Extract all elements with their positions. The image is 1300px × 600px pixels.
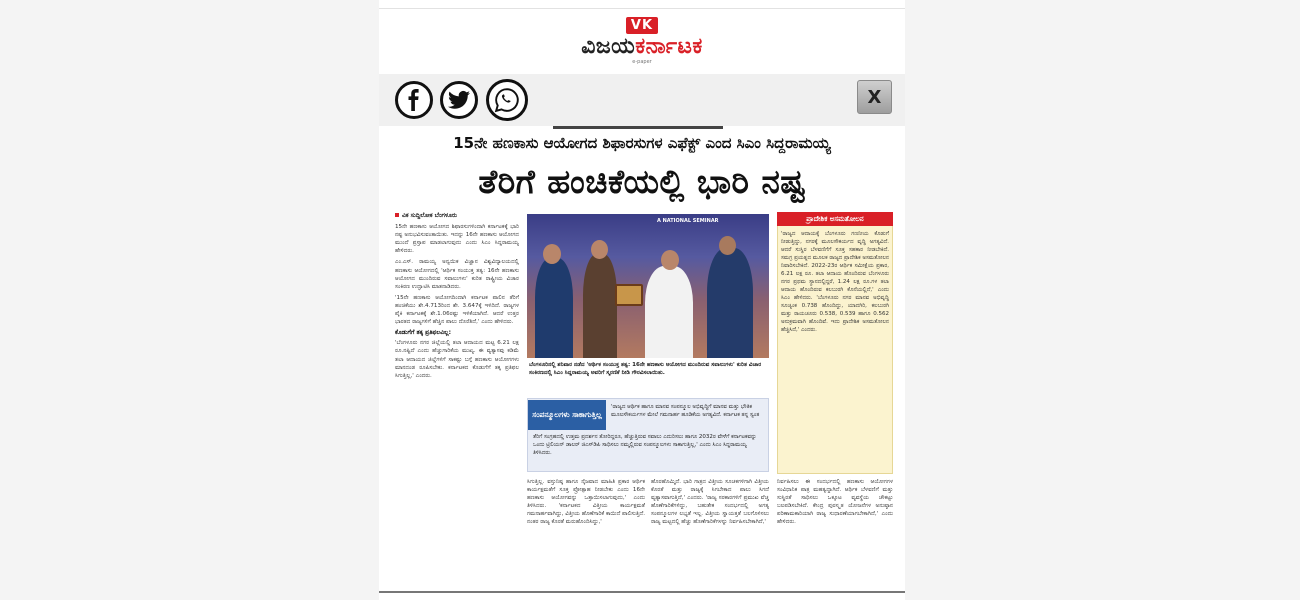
twitter-share-button[interactable] xyxy=(440,81,478,119)
divider xyxy=(379,8,905,9)
paragraph: ಸಿಗುತ್ತಿಲ್ಲ. ವಸ್ತುನಿಷ್ಠ ಹಾಗೂ ನೈಜವಾದ ಮಾಹಿತಿ ಪ್ರಕಾರ ಆರ್ಥಿಕ ಕಾರ್ಯಕ್ಷಮತೆಗೆ ಸೂಕ್ತ ಪ್ರೋತ್ಸಾಹ ನೀಡಬೇಕು ಎಂದು 16ನೇ ಹಣಕಾಸು ಆಯೋಗವನ್ನು ಒತ್ತಾಯಿಸಲಾಗುವುದು,' ಎಂದು ತಿಳಿಸಿದರು. 'ಕರ್ನಾಟಕದ ವಿತ್ತೀಯ ಕಾರ್ಯಕ್ಷಮತೆ ಗಮನಾರ್ಹವಾಗಿದ್ದು, ವಿತ್ತೀಯ ಹೊಣೆಗಾರಿಕೆ ಕಾಯಿದೆ ಪಾಲಿಸುತ್ತಿದೆ. ನಂತರ ರಾಜ್ಯ ಕೊರತೆ ಮರುಹೊಂದಿಸಿದ್ದು,' xyxy=(527,479,645,526)
paragraph: 15ನೇ ಹಣಕಾಸು ಆಯೋಗದ ಶಿಫಾರಸುಗಳಿಂದಾಗಿ ಕರ್ನಾಟಕಕ್ಕೆ ಭಾರಿ ನಷ್ಟ ಅನುಭವಿಸುವಂತಾಯಿತು. ಇದನ್ನು 16ನೇ ಹಣಕಾಸು ಆಯೋಗದ ಮುಂದೆ ಪ್ರಸ್ತಾಪ ಮಾಡಲಾಗುವುದು ಎಂದು ಸಿಎಂ ಸಿದ್ದರಾಮಯ್ಯ ಹೇಳಿದರು. xyxy=(395,224,519,255)
quote-box-text: 'ರಾಜ್ಯದ ಆರ್ಥಿಕ ಹಾಗೂ ಮಾನವ ಸಂಪನ್ಮೂಲ ಅಭಿವೃದ್ಧಿಗೆ ಮಾನವ ಮತ್ತು ಭೌತಿಕ ಮೂಲಸೌಕರ್ಯಗಳ ಮೇಲೆ ಗಮನಾರ್ಹ ಹೂಡಿಕೆಯ ಅಗತ್ಯವಿದೆ. ಕರ್ನಾಟಕ ತನ್ನ ಸ್ವಂತ xyxy=(611,404,760,418)
memento-plaque xyxy=(615,284,643,306)
sidebar-box-title: ಪ್ರಾದೇಶಿಕ ಅಸಮತೋಲನ xyxy=(777,212,893,226)
sidebar-box-text: 'ರಾಜ್ಯದ ಆದಾಯಕ್ಕೆ ಬೆಂಗಳೂರು ಗಣನೀಯ ಕೊಡುಗೆ ನೀಡುತ್ತಿದ್ದು, ನಗರಕ್ಕೆ ಮೂಲಸೌಕರ್ಯದ ವೃದ್ಧಿ ಅಗತ್ಯವಿದೆ. ಆದರೆ ಸುಸ್ಥಿರ ಬೆಳವಣಿಗೆಗೆ ಸೂಕ್ತ ಸಹಕಾರ ನೀಡಬೇಕಿದೆ. ಸಮಗ್ರ ಪ್ರಯತ್ನದ ಮೂಲಕ ರಾಜ್ಯದ ಪ್ರಾದೇಶಿಕ ಅಸಮತೋಲನ ನಿವಾರಿಸಬೇಕಿದೆ. 2022-23ರ ಆರ್ಥಿಕ ಸಮೀಕ್ಷೆಯ ಪ್ರಕಾರ, 6.21 ಲಕ್ಷ ರೂ. ತಲಾ ಆದಾಯ ಹೊಂದಿರುವ ಬೆಂಗಳೂರು ನಗರ ಪ್ರಥಮ ಸ್ಥಾನದಲ್ಲಿದ್ದರೆ, 1.24 ಲಕ್ಷ ರೂ.ಗಳ ತಲಾ ಆದಾಯ ಹೊಂದಿರುವ ಕಲಬುರಗಿ ಕೊನೆಯಲ್ಲಿದೆ,' ಎಂದು ಸಿಎಂ ಹೇಳಿದರು. 'ಬೆಂಗಳೂರು ನಗರ ಮಾನವ ಅಭಿವೃದ್ಧಿ ಸೂಚ್ಯಂಕ 0.738 ಹೊಂದಿದ್ದು, ಯಾದಗಿರಿ, ಕಲಬುರಗಿ ಮತ್ತು ರಾಯಚೂರು 0.538, 0.539 ಹಾಗೂ 0.562 ಅನುಕ್ರಮವಾಗಿ ಹೊಂದಿವೆ. ಇದು ಪ್ರಾದೇಶಿಕ ಅಸಮತೋಲನ ಹೆಚ್ಚಿಸಿದೆ,' ಎಂದರು. xyxy=(781,231,889,333)
facebook-share-button[interactable] xyxy=(395,81,433,119)
paragraph: ನಿರ್ವಹಿಸಲು ಈ ಸಂದರ್ಭದಲ್ಲಿ ಹಣಕಾಸು ಆಯೋಗಗಳ ಸಂವಿಧಾನಿಕ ಪಾತ್ರ ಮಹತ್ವದ್ದಾಗಿದೆ. ಆರ್ಥಿಕ ಬೆಳವಣಿಗೆ ಮತ್ತು ಸುಸ್ಥಿರತೆ ಸಾಧಿಸಲು ಒಕ್ಕೂಟ ವ್ಯವಸ್ಥೆಯ ಚೌಕಟ್ಟು ಬಲಪಡಿಸಬೇಕಿದೆ. ಕೇಂದ್ರ ಪುರಸ್ಕೃತ ಯೋಜನೆಗಳ ಅನುಷ್ಠಾನ ಪರಿಣಾಮಕಾರಿಯಾಗಿ ರಾಜ್ಯ ಸುಧಾರಣೆಯಾಗಬೇಕಾಗಿದೆ,' ಎಂದು ಹೇಳಿದರು. xyxy=(777,479,893,526)
whatsapp-share-button[interactable] xyxy=(486,79,528,121)
photo-caption: ಬೆಂಗಳೂರಿನಲ್ಲಿ ಶನಿವಾರ ನಡೆದ 'ಆರ್ಥಿಕ ಸಂಯುಕ್ತ ತತ್ವ: 16ನೇ ಹಣಕಾಸು ಆಯೋಗದ ಮುಂದಿರುವ ಸವಾಲುಗಳು' ಕುರಿತ ವಿಚಾರ ಸಂಕಿರಣದಲ್ಲಿ ಸಿಎಂ ಸಿದ್ದರಾಮಯ್ಯ ಅವರಿಗೆ ಸ್ಮರಣಿಕೆ ನೀಡಿ ಗೌರವಿಸಲಾಯಿತು. xyxy=(529,362,762,376)
article-column-4 xyxy=(777,478,893,590)
whatsapp-icon xyxy=(494,87,520,113)
article-column-1 xyxy=(395,212,519,590)
person-head xyxy=(591,240,608,259)
close-button[interactable]: X xyxy=(857,80,892,114)
event-photo xyxy=(527,214,769,358)
vk-badge: VK xyxy=(626,17,658,34)
paragraph: 'ಬೆಂಗಳೂರು ನಗರ ಜಿಲ್ಲೆಯಲ್ಲಿ ತಲಾ ಆದಾಯದ ಮಟ್ಟ 6.21 ಲಕ್ಷ ರೂ.ನಷ್ಟಿದೆ ಎಂದು ಹೆಚ್ಚುಗಾರಿಕೆಯ ಮುಖ್ಯ. ಈ ವ್ಯತ್ಯಾಸವು ಕಡಿಮೆ ತಲಾ ಆದಾಯದ ಜಿಲ್ಲೆಗಳಿಗೆ ಸಾಕಷ್ಟು ಬಗ್ಗೆ ಹಣಕಾಸು ಆಯೋಗಗಳು ಮಾನದಂಡ ರೂಪಿಸಬೇಕು. ಕರ್ನಾಟಕದ ಕೊಡುಗೆಗೆ ತಕ್ಕ ಪ್ರತಿಫಲ ಸಿಗುತ್ತಿಲ್ಲ,' ಎಂದರು. xyxy=(395,340,519,379)
paragraph: '15ನೇ ಹಣಕಾಸು ಆಯೋಗದಿಂದಾಗಿ ಕರ್ನಾಟಕ ಪಾಲಿನ ತೆರಿಗೆ ಹಂಚಿಕೆಯು ಶೇ.4.713ರಿಂದ ಶೇ. 3.647ಕ್ಕೆ ಇಳಿದಿದೆ. ರಾಜ್ಯಗಳ ಪೈಕಿ ಕರ್ನಾಟಕಕ್ಕೆ ಶೇ.1.06ರಷ್ಟು ಇಳಿಕೆಯಾಗಿದೆ. ಆದರೆ ಉತ್ತರ ಭಾರತದ ರಾಜ್ಯಗಳಿಗೆ ಹೆಚ್ಚಿನ ಪಾಲು ದೊರೆತಿದೆ,' ಎಂದು ಹೇಳಿದರು. xyxy=(395,294,519,326)
byline xyxy=(395,212,519,220)
paragraph: ಹೊರಹೊಮ್ಮಿದೆ. ಭಾರಿ ಗಾತ್ರದ ವಿತ್ತೀಯ ಸೂಚಕಗಳಿಗಾಗಿ ವಿತ್ತೀಯ ಕೊರತೆ ಮತ್ತು ರಾಜ್ಯಕ್ಕೆ ಸಿಗಬೇಕಾದ ಪಾಲು ಸಿಗದೆ ವ್ಯತ್ಯಾಸವಾಗುತ್ತಿದೆ,' ಎಂದರು. 'ರಾಜ್ಯ ಸರಕಾರಗಳಿಗೆ ಪ್ರಮುಖ ವೆಚ್ಚ ಹೊಣೆಗಾರಿಕೆಗಳಿದ್ದು, ಬಹುತೇಕ ಸಂದರ್ಭದಲ್ಲಿ ಅಗತ್ಯ ಸಂಪನ್ಮೂಲಗಳ ಲಭ್ಯತೆ ಇಲ್ಲ. ವಿತ್ತೀಯ ಸ್ವಾಯತ್ತತೆ ಬಲಗೊಳಿಸಲು ರಾಜ್ಯ ಮಟ್ಟದಲ್ಲಿ ಹೆಚ್ಚು ಹೊಣೆಗಾರಿಕೆಗಳನ್ನು ನಿರ್ವಹಿಸಬೇಕಾಗಿದೆ,' xyxy=(651,479,769,526)
divider xyxy=(379,591,905,593)
logo-part-1: ವಿಜಯ xyxy=(581,34,636,59)
article-headline: ತೆರಿಗೆ ಹಂಚಿಕೆಯಲ್ಲಿ ಭಾರಿ ನಷ್ಟ xyxy=(478,162,806,201)
quote-box-title: ಸಂಪನ್ಮೂಲಗಳು ಸಾಕಾಗುತ್ತಿಲ್ಲ xyxy=(528,400,606,430)
quote-box-text: ತೆರಿಗೆ ಸಂಗ್ರಹದಲ್ಲಿ ಉತ್ತಮ ಪ್ರದರ್ಶನ ತೋರಿದ್ದರೂ, ಹೆಚ್ಚುತ್ತಿರುವ ಸವಾಲು ಎದುರಿಸಲು ಹಾಗೂ 2032ರ ವೇಳೆಗೆ ಕರ್ನಾಟಕವನ್ನು ಒಂದು ಟ್ರಿಲಿಯನ್‌ ಡಾಲರ್‌ ಜಿಎಸ್‌ಡಿಪಿ ಸಾಧಿಸಲು ನಮ್ಮಲ್ಲಿರುವ ಸಂಪನ್ಮೂಲಗಳು ಸಾಕಾಗುತ್ತಿಲ್ಲ,' ಎಂದು ಸಿಎಂ ಸಿದ್ದರಾಮಯ್ಯ ತಿಳಿಸಿದರು. xyxy=(533,434,757,456)
newspaper-logo xyxy=(581,35,703,59)
article-column-2 xyxy=(527,478,645,590)
article-kicker: 15ನೇ ಹಣಕಾಸು ಆಯೋಗದ ಶಿಫಾರಸುಗಳ ಎಫೆಕ್ಟ್‌ ಎಂದ ಸಿಎಂ ಸಿದ್ದರಾಮಯ್ಯ xyxy=(453,134,831,152)
twitter-icon xyxy=(448,90,470,110)
person-figure xyxy=(583,254,617,358)
person-head xyxy=(661,250,679,270)
subheading: ಕೊಡುಗೆಗೆ ತಕ್ಕ ಪ್ರತಿಫಲವಿಲ್ಲ: xyxy=(395,329,451,337)
share-toolbar xyxy=(379,74,905,126)
byline-text: ವಿಕ ಸುದ್ದಿಲೋಕ ಬೆಂಗಳೂರು xyxy=(402,212,458,219)
paragraph: ಎಂ.ಎಸ್‌. ರಾಮಯ್ಯ ಅನ್ವಯಿಕ ವಿಜ್ಞಾನ ವಿಶ್ವವಿದ್ಯಾಲಯದಲ್ಲಿ ಹಣಕಾಸು ಆಯೋಗದಲ್ಲಿ 'ಆರ್ಥಿಕ ಸಂಯುಕ್ತ ತತ್ವ: 16ನೇ ಹಣಕಾಸು ಆಯೋಗದ ಮುಂದಿರುವ ಸವಾಲುಗಳು' ಕುರಿತ ರಾಷ್ಟ್ರೀಯ ವಿಚಾರ ಸಂಕಿರಣ ಉದ್ಘಾಟಿಸಿ ಮಾತನಾಡಿದರು. xyxy=(395,259,519,290)
person-figure xyxy=(707,248,753,358)
divider xyxy=(553,126,723,129)
epaper-label: e-paper xyxy=(632,59,652,65)
article-column-3 xyxy=(651,478,769,590)
masthead[interactable] xyxy=(379,10,905,72)
logo-part-2: ಕರ್ನಾಟಕ xyxy=(635,34,703,59)
news-article xyxy=(379,126,905,600)
person-figure xyxy=(535,258,573,358)
person-head xyxy=(543,244,561,264)
person-figure xyxy=(645,266,693,358)
person-head xyxy=(719,236,736,255)
epaper-page xyxy=(379,0,905,600)
byline-marker xyxy=(395,213,399,217)
facebook-icon xyxy=(403,89,425,111)
photo-banner-text: A NATIONAL SEMINAR xyxy=(657,218,719,224)
